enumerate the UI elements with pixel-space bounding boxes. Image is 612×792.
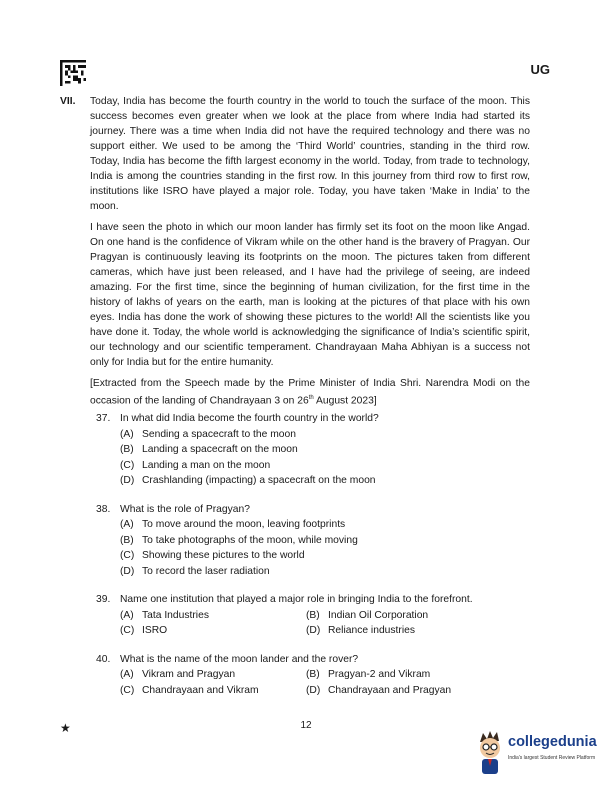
question-37: [96, 411, 516, 489]
passage-paragraph: I have seen the photo in which our moon lander has firmly set its foot on the moon like Angad. On one hand is the confidence of Vikram while on the other hand is the bravery of Pragyan. Our Pragyan is continuously leaving its footprints on the moon. The pictures taken from different cameras, which have just been released, and I have had the privilege of seeing, are indeed amazing. For the first time, since the beginning of human civilization, for the first time in the history of lakhs of years on the earth, man is looking at the pictures of that place with his own eyes. India has done the work of showing these pictures to the world! All the scientists like you have done it. Today, the whole world is acknowledging the significance of India’s scientific spirit, our technology and our scientific temperament. Chandrayaan Maha Abhiyan is a success not only for India but for the entire humanity.: [90, 222, 530, 368]
option: (D) Crashlanding (impacting) a spacecraft on the moon: [120, 475, 376, 486]
option: (C) Chandrayaan and Vikram: [120, 684, 259, 696]
mascot-icon: [474, 730, 506, 776]
collegedunia-logo: [474, 730, 600, 780]
option: (A) Vikram and Pragyan: [120, 669, 236, 680]
star-mark: ★: [60, 721, 71, 735]
question-number: 40.: [96, 653, 111, 665]
option: (C) ISRO: [120, 625, 168, 636]
logo-tagline: India's largest Student Review Platform: [508, 755, 596, 761]
option: (C) Showing these pictures to the world: [120, 550, 305, 561]
option: (D) Reliance industries: [306, 625, 415, 636]
question-40: [96, 652, 516, 699]
question-number: 37.: [96, 413, 111, 424]
question-number: 39.: [96, 594, 111, 605]
passage-source: [Extracted from the Speech made by the Prime Minister of India Shri. Narendra Modi on the occasion of the landing of Chandrayaan 3 on 26th August 2023]: [90, 378, 530, 407]
option: (C) Landing a man on the moon: [120, 459, 271, 471]
qr-code: [60, 60, 86, 86]
question-39: [96, 592, 516, 639]
option: (D) To record the laser radiation: [120, 565, 270, 577]
option: (B) Indian Oil Corporation: [306, 609, 429, 621]
page-number: 12: [300, 720, 312, 731]
option: (B) To take photographs of the moon, while moving: [120, 534, 358, 546]
passage-paragraph: Today, India has become the fourth country in the world to touch the surface of the moon. This success becomes even greater when we look at the place from where India had started its journey. There was a time when India did not have the required technology and there was no support either. We used to be among the ‘Third World’ countries, standing in the third row. Today, India has become the fifth largest economy in the world. Today, from trade to technology, India is among the countries standing in the first row. In this journey from third row to first row, institutions like ISRO have played a major role. Today, you have taken ‘Make in India’ to the moon.: [90, 96, 530, 212]
question-list: [96, 411, 516, 711]
section-label: VII.: [60, 96, 76, 107]
question-text: What is the role of Pragyan?: [120, 503, 250, 515]
logo-brand-text: collegedunia: [508, 734, 597, 750]
question-text: Name one institution that played a major role in bringing India to the forefront.: [120, 594, 473, 605]
comprehension-passage: [60, 94, 530, 414]
option: (A) To move around the moon, leaving footprints: [120, 519, 346, 530]
option: (A) Tata Industries: [120, 609, 209, 621]
option: (D) Chandrayaan and Pragyan: [306, 684, 452, 696]
option: (B) Pragyan-2 and Vikram: [306, 669, 431, 680]
option: (B) Landing a spacecraft on the moon: [120, 444, 298, 455]
question-text: In what did India become the fourth country in the world?: [120, 413, 379, 424]
option: (A) Sending a spacecraft to the moon: [120, 428, 296, 440]
paper-code: UG: [530, 62, 550, 77]
question-38: [96, 502, 516, 580]
question-text: What is the name of the moon lander and the rover?: [120, 653, 359, 665]
question-number: 38.: [96, 503, 111, 515]
